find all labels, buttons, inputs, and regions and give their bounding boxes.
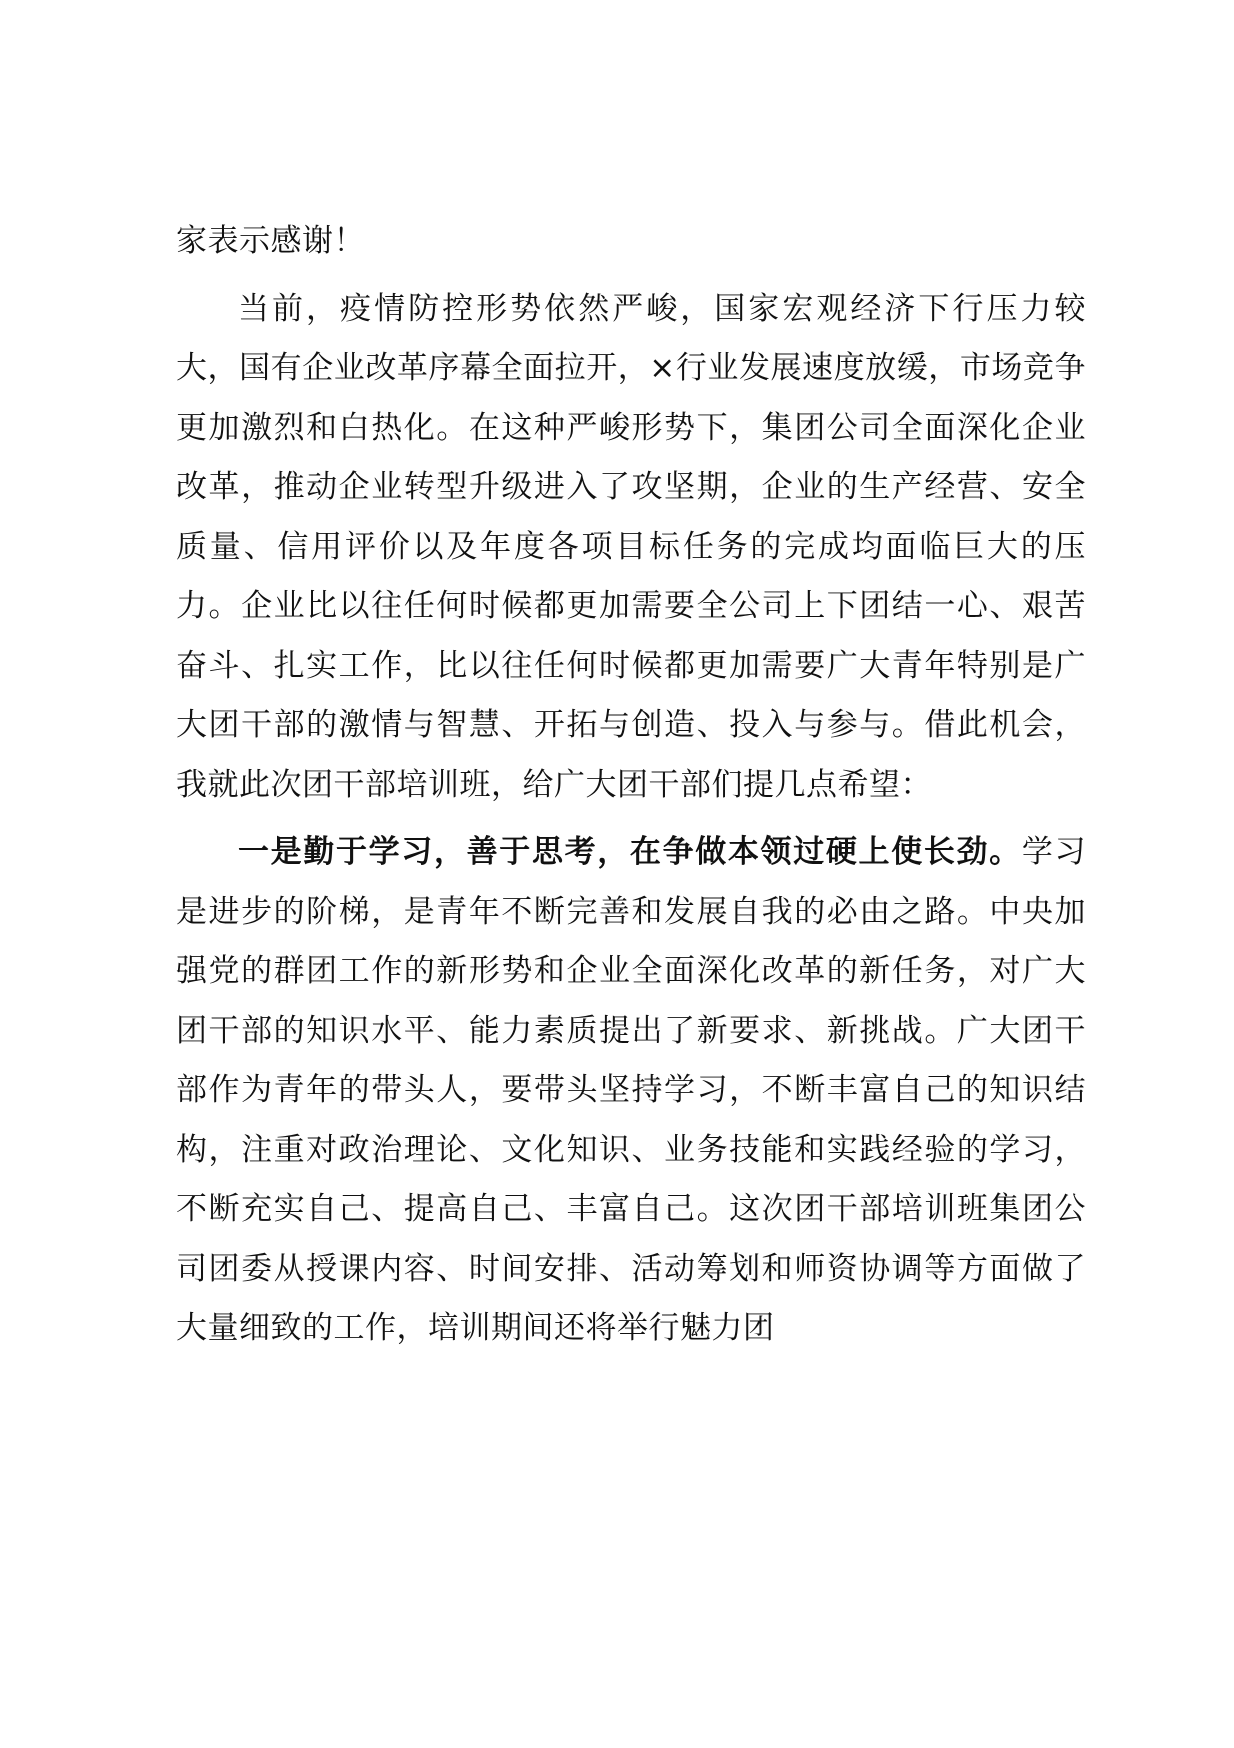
paragraph-text: 学习是进步的阶梯，是青年不断完善和发展自我的必由之路。中央加强党的群团工作的新形势和企业全面深化改革的新任务，对广大团干部的知识水平、能力素质提出了新要求、新挑战。广大团干部作为青年的带头人，要带头坚持学习，不断丰富自己的知识结构，注重对政治理论、文化知识、业务技能和实践经验的学习，不断充实自己、提高自己、丰富自己。这次团干部培训班集团公司团委从授课内容、时间安排、活动筹划和师资协调等方面做了大量细致的工作，培训期间还将举行魅力团 (176, 834, 1087, 1346)
paragraph-text: 当前，疫情防控形势依然严峻，国家宏观经济下行压力较大，国有企业改革序幕全面拉开，×行业发展速度放缓，市场竞争更加激烈和白热化。在这种严峻形势下，集团公司全面深化企业改革，推动企业转型升级进入了攻坚期，企业的生产经营、安全质量、信用评价以及年度各项目标任务的完成均面临巨大的压力。企业比以往任何时候都更加需要全公司上下团结一心、艰苦奋斗、扎实工作，比以往任何时候都更加需要广大青年特别是广大团干部的激情与智慧、开拓与创造、投入与参与。借此机会，我就此次团干部培训班，给广大团干部们提几点希望： (176, 290, 1086, 803)
paragraph-text: 家表示感谢！ (176, 223, 365, 259)
paragraph-first-hope (176, 823, 1086, 1359)
paragraph-current-situation (176, 280, 1086, 816)
paragraph-lead-sentence: 一是勤于学习，善于思考，在争做本领过硬上使长劲。 (238, 834, 1022, 870)
paragraph-continuation (176, 212, 1086, 272)
document-body (176, 212, 1086, 1367)
